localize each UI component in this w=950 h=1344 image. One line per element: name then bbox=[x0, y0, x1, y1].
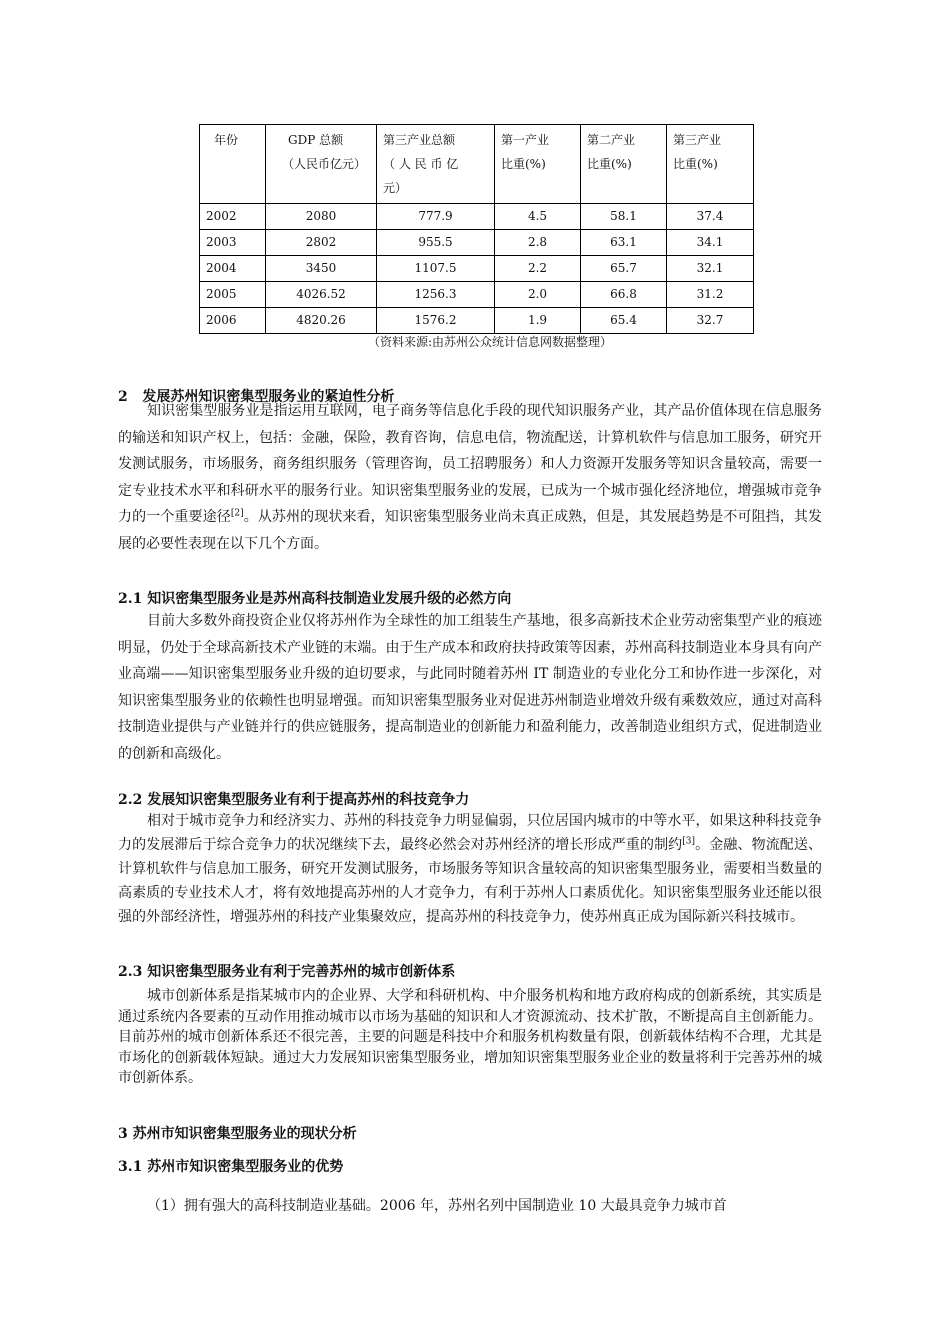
cell-year: 2002 bbox=[200, 204, 266, 230]
cell-secondary-share: 66.8 bbox=[581, 282, 667, 308]
cell-gdp: 4026.52 bbox=[266, 282, 377, 308]
header-secondary-share: 第二产业 比重(%) bbox=[581, 125, 667, 204]
gdp-table bbox=[199, 124, 754, 334]
cell-primary-share: 4.5 bbox=[495, 204, 581, 230]
cell-primary-share: 2.2 bbox=[495, 256, 581, 282]
header-tertiary-share: 第三产业 比重(%) bbox=[667, 125, 754, 204]
table-source-note: （资料来源:由苏州公众统计信息网数据整理） bbox=[367, 335, 613, 349]
section-3-heading: 3 苏州市知识密集型服务业的现状分析 bbox=[118, 1126, 357, 1142]
cell-primary-share: 2.8 bbox=[495, 230, 581, 256]
cell-tertiary-share: 32.7 bbox=[667, 308, 754, 334]
cell-tertiary-total: 1107.5 bbox=[377, 256, 495, 282]
cell-tertiary-total: 777.9 bbox=[377, 204, 495, 230]
cell-gdp: 2802 bbox=[266, 230, 377, 256]
header-tertiary-total: 第三产业总额 （ 人 民 币 亿 元） bbox=[377, 125, 495, 204]
cell-tertiary-total: 1256.3 bbox=[377, 282, 495, 308]
cell-primary-share: 1.9 bbox=[495, 308, 581, 334]
cell-gdp: 4820.26 bbox=[266, 308, 377, 334]
table-row bbox=[200, 256, 754, 282]
section-2-1-heading: 2.1 知识密集型服务业是苏州高科技制造业发展升级的必然方向 bbox=[118, 591, 512, 607]
section-3-1-heading: 3.1 苏州市知识密集型服务业的优势 bbox=[118, 1159, 344, 1175]
section-3-1-text: （1）拥有强大的高科技制造业基础。2006 年，苏州名列中国制造业 10 大最具竞争力城市首 bbox=[147, 1198, 727, 1214]
cell-secondary-share: 65.7 bbox=[581, 256, 667, 282]
header-primary-share: 第一产业 比重(%) bbox=[495, 125, 581, 204]
section-2-2-text: 相对于城市竞争力和经济实力、苏州的科技竞争力明显偏弱，只位居国内城市的中等水平，如果这种科技竞争力的发展滞后于综合竞争力的状况继续下去，最终必然会对苏州经济的增长形成严重的制约[3]。金融、物流配送、计算机软件与信息加工服务，研究开发测试服务，市场服务等知识含量较高的知识密集型服务业，需要相当数量的高素质的专业技术人才，将有效地提高苏州的人才竞争力，有利于苏州人口素质优化。知识密集型服务业还能以很强的外部经济性，增强苏州的科技产业集聚效应，提高苏州的科技竞争力，使苏州真正成为国际新兴科技城市。 bbox=[118, 813, 823, 925]
table-header-row bbox=[200, 125, 754, 204]
cell-tertiary-total: 1576.2 bbox=[377, 308, 495, 334]
table-row bbox=[200, 204, 754, 230]
cell-secondary-share: 58.1 bbox=[581, 204, 667, 230]
cell-tertiary-share: 31.2 bbox=[667, 282, 754, 308]
table-row bbox=[200, 230, 754, 256]
cell-gdp: 2080 bbox=[266, 204, 377, 230]
cell-primary-share: 2.0 bbox=[495, 282, 581, 308]
header-gdp: GDP 总额 （人民币亿元） bbox=[266, 125, 377, 204]
header-year: 年份 bbox=[200, 125, 266, 204]
table-row bbox=[200, 308, 754, 334]
citation-2: [2] bbox=[230, 508, 244, 519]
cell-tertiary-total: 955.5 bbox=[377, 230, 495, 256]
cell-year: 2006 bbox=[200, 308, 266, 334]
cell-secondary-share: 65.4 bbox=[581, 308, 667, 334]
section-2-intro: 知识密集型服务业是指运用互联网，电子商务等信息化手段的现代知识服务产业，其产品价值体现在信息服务的输送和知识产权上，包括：金融，保险，教育咨询，信息电信，物流配送，计算机软件与信息加工服务，研究开发测试服务，市场服务，商务组织服务（管理咨询，员工招聘服务）和人力资源开发服务等知识含量较高，需要一定专业技术水平和科研水平的服务行业。知识密集型服务业的发展，已成为一个城市强化经济地位，增强城市竞争力的一个重要途径[2]。从苏州的现状来看，知识密集型服务业尚未真正成熟，但是，其发展趋势是不可阻挡，其发展的必要性表现在以下几个方面。 bbox=[118, 403, 822, 552]
table-row bbox=[200, 282, 754, 308]
section-2-2-heading: 2.2 发展知识密集型服务业有利于提高苏州的科技竞争力 bbox=[118, 792, 470, 808]
cell-year: 2003 bbox=[200, 230, 266, 256]
cell-tertiary-share: 37.4 bbox=[667, 204, 754, 230]
section-2-3-text: 城市创新体系是指某城市内的企业界、大学和科研机构、中介服务机构和地方政府构成的创新系统，其实质是通过系统内各要素的互动作用推动城市以市场为基础的知识和人才资源流动、技术扩散，不断提高自主创新能力。目前苏州的城市创新体系还不很完善，主要的问题是科技中介和服务机构数量有限，创新载体结构不合理，尤其是市场化的创新载体短缺。通过大力发展知识密集型服务业，增加知识密集型服务业企业的数量将利于完善苏州的城市创新体系。 bbox=[118, 988, 822, 1086]
cell-tertiary-share: 32.1 bbox=[667, 256, 754, 282]
section-2-heading: 2 发展苏州知识密集型服务业的紧迫性分析 bbox=[118, 389, 395, 405]
cell-year: 2004 bbox=[200, 256, 266, 282]
cell-year: 2005 bbox=[200, 282, 266, 308]
cell-gdp: 3450 bbox=[266, 256, 377, 282]
cell-secondary-share: 63.1 bbox=[581, 230, 667, 256]
cell-tertiary-share: 34.1 bbox=[667, 230, 754, 256]
section-2-1-text: 目前大多数外商投资企业仅将苏州作为全球性的加工组装生产基地，很多高新技术企业劳动密集型产业的痕迹明显，仍处于全球高新技术产业链的末端。由于生产成本和政府扶持政策等因素，苏州高科技制造业本身具有向产业高端——知识密集型服务业升级的迫切要求，与此同时随着苏州 IT 制造业的专业化分工和协作进一步深化，对知识密集型服务业的依赖性也明显增强。而知识密集型服务业对促进苏州制造业增效升级有乘数效应，通过对高科技制造业提供与产业链并行的供应链服务，提高制造业的创新能力和盈利能力，改善制造业组织方式，促进制造业的创新和高级化。 bbox=[118, 613, 822, 762]
section-2-3-heading: 2.3 知识密集型服务业有利于完善苏州的城市创新体系 bbox=[118, 964, 456, 980]
citation-3: [3] bbox=[682, 836, 696, 847]
